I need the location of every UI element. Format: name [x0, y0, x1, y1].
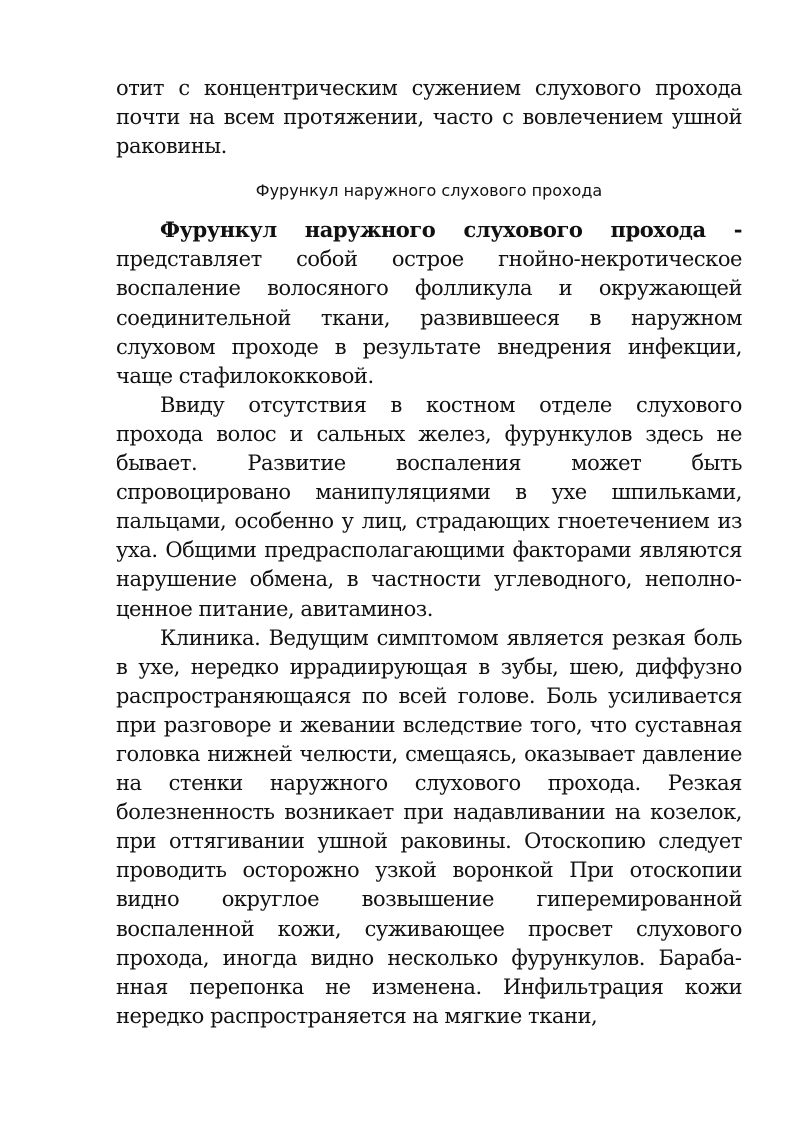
definition-paragraph — [116, 215, 742, 391]
clinic-paragraph: Клиника. Ведущим симптомом является резкая боль в ухе, нередко иррадиирующая в зубы, шею, диффузно распространяющаяся по всей голове. Боль усиливается при разговоре и жевании вследствие того, что суставная головка нижней челюсти, смещаясь, оказывает давление на стенки наружного слухового прохода. Резкая болезненность возникает при надавливании на козелок, при оттягивании ушной раковины. Отоскопию следует проводить осторожно узкой воронкой При отоскопии видно округлое возвышение гиперемированной воспаленной кожи, суживающее просвет слухового прохода, иногда видно несколько фурункулов. Барабанная перепонка не изменена. Инфильтрация кожи нередко распространяется на мягкие ткани, — [116, 625, 742, 1028]
definition-term: Фурункул наружного слухового прохода - — [160, 217, 742, 243]
definition-text: представляет собой острое гнойно-некротическое воспаление волосяного фолликула и окружающей соединительной ткани, развившееся в наружном слуховом проходе в результате внедрения инфекции, чаще стафилококковой. — [116, 247, 742, 388]
section-heading: Фурункул наружного слухового прохода — [255, 181, 603, 201]
document-page — [116, 74, 742, 1031]
intro-paragraph: отит с концентрическим сужением слухового прохода почти на всем протяжении, часто с вовлечением ушной раковины. — [116, 76, 742, 159]
etiology-paragraph: Ввиду отсутствия в костном отделе слухового прохода волос и сальных желез, фурункулов здесь не бывает. Развитие воспаления может быть спровоцировано манипуляциями в ухе шпильками, пальцами, особенно у лиц, страдающих гноетечением из уха. Общими предрасполагающими факторами являются нарушение обмена, в частности углеводного, неполноценное питание, авитаминоз. — [116, 392, 742, 621]
